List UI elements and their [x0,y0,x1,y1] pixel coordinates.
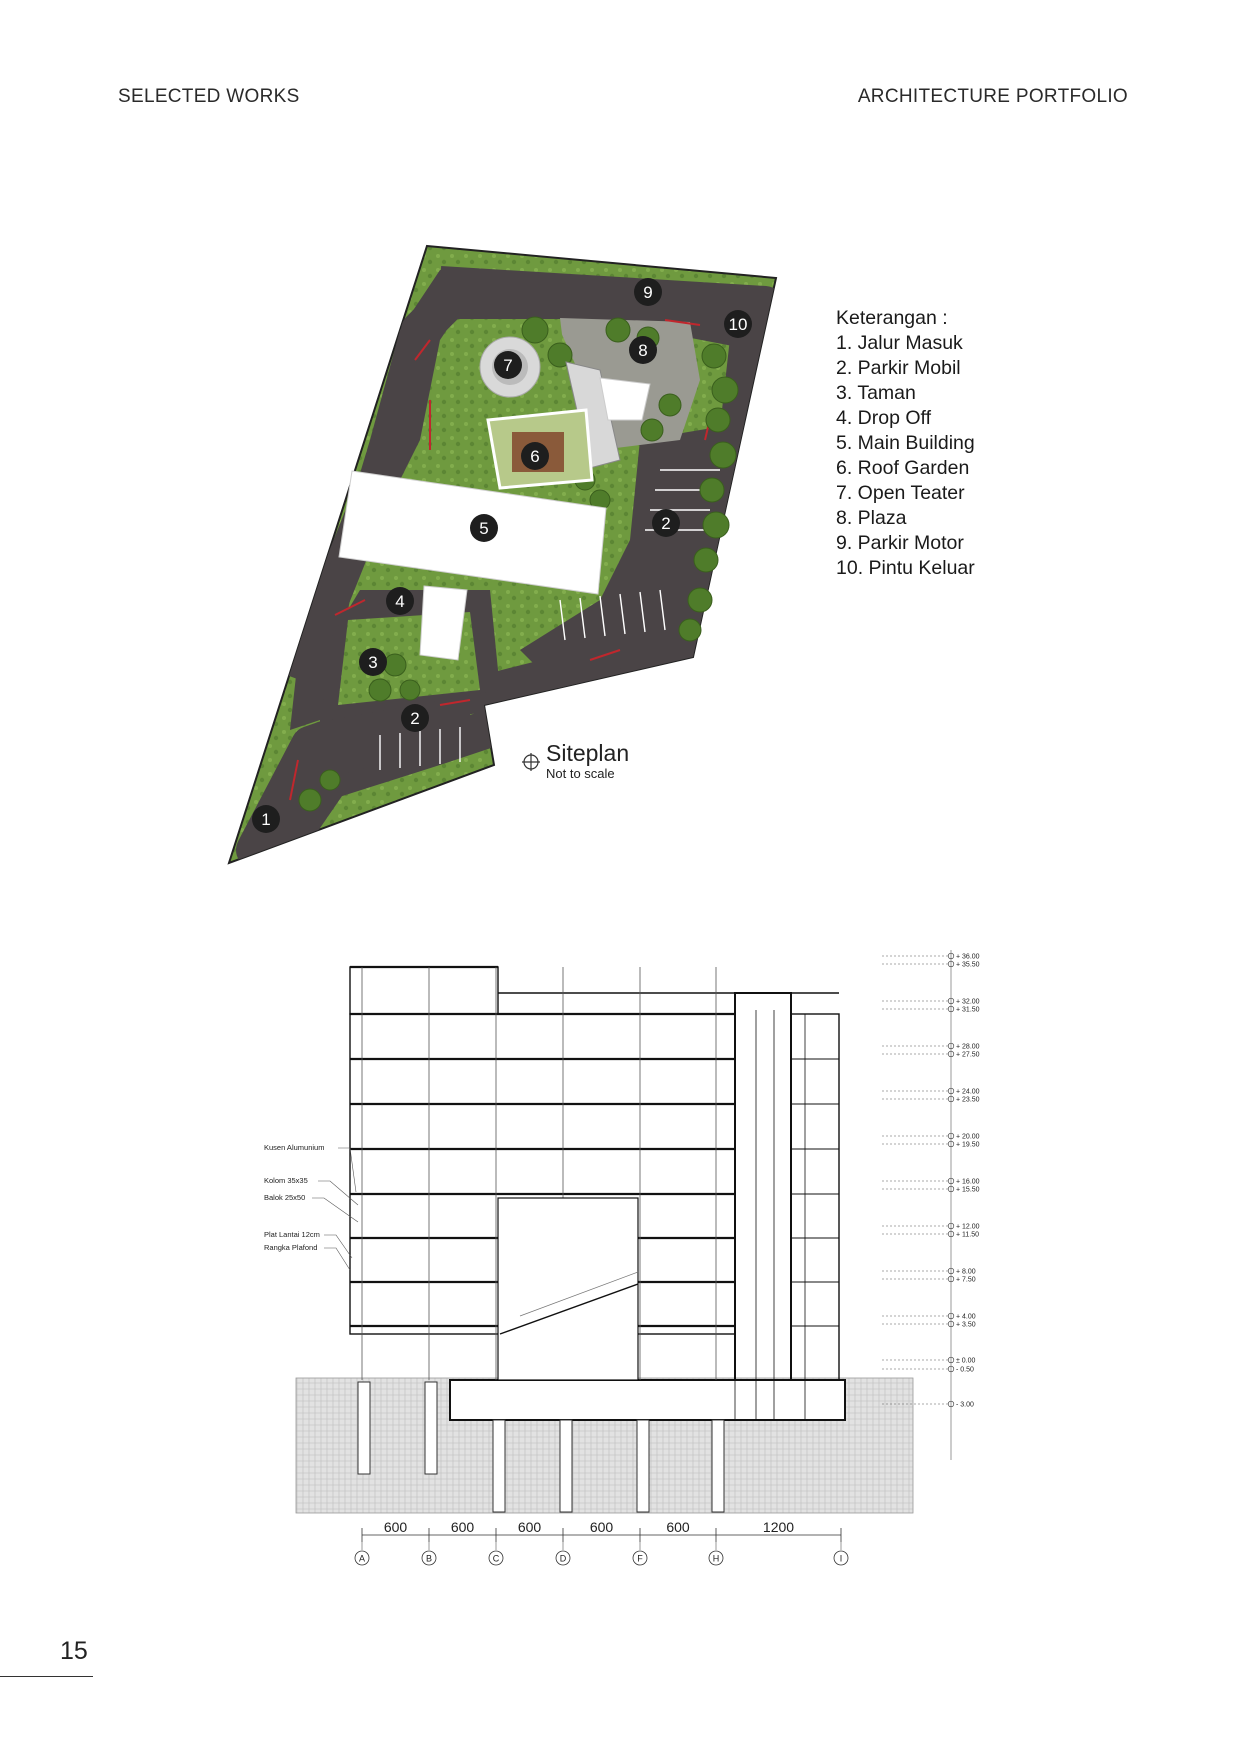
level-mark: + 16.00 [956,1178,980,1186]
svg-text:10: 10 [728,315,748,334]
dimension-label: 1200 [762,1519,795,1535]
grid-axis-label: D [559,1553,567,1564]
grid-axis-label: C [492,1553,500,1564]
level-mark: + 7.50 [956,1276,976,1284]
level-mark: + 3.50 [956,1321,976,1329]
dimension-label: 600 [666,1519,690,1535]
header-right-label: ARCHITECTURE PORTFOLIO [857,86,1128,107]
level-mark: + 15.50 [956,1186,980,1194]
legend-item: 1. Jalur Masuk [836,332,963,354]
svg-text:3: 3 [368,653,378,672]
dimension-label: 600 [383,1519,408,1535]
level-mark: + 11.50 [956,1231,980,1239]
dimension-label: 600 [450,1519,475,1535]
svg-text:9: 9 [643,283,653,302]
level-mark: + 20.00 [956,1133,980,1141]
dimension-label: 600 [589,1519,614,1535]
level-mark: + 27.50 [956,1051,980,1059]
legend-item: 8. Plaza [836,507,907,529]
legend-item: 6. Roof Garden [836,457,970,479]
level-mark: + 28.00 [956,1043,980,1051]
section-annotation: Kolom 35x35 [264,1176,308,1185]
section-annotation: Balok 25x50 [264,1193,306,1202]
svg-text:5: 5 [479,519,489,538]
header-left-label: SELECTED WORKS [118,86,300,107]
svg-text:2: 2 [661,514,671,533]
svg-text:1: 1 [261,810,271,829]
svg-text:6: 6 [530,447,540,466]
level-mark: + 32.00 [956,998,980,1006]
level-mark: + 8.00 [956,1268,976,1276]
legend-item: 5. Main Building [836,432,975,454]
level-mark: + 31.50 [956,1006,980,1014]
svg-text:7: 7 [503,356,513,375]
legend-title: Keterangan : [836,307,948,329]
svg-text:2: 2 [410,709,420,728]
legend-item: 3. Taman [836,382,916,404]
grid-axis-label: A [358,1553,366,1564]
legend-item: 7. Open Teater [836,482,965,504]
level-mark: + 19.50 [956,1141,980,1149]
level-mark: + 24.00 [956,1088,980,1096]
level-mark: + 35.50 [956,961,980,969]
level-mark: ± 0.00 [956,1357,976,1365]
level-mark: + 4.00 [956,1313,976,1321]
level-mark: + 12.00 [956,1223,980,1231]
section-annotation: Plat Lantai 12cm [264,1230,320,1239]
legend-item: 9. Parkir Motor [836,532,964,554]
dimension-label: 600 [517,1519,542,1535]
svg-text:4: 4 [395,592,405,611]
siteplan-title: Siteplan [546,740,630,766]
grid-axis-label: H [712,1553,720,1564]
grid-axis-label: B [425,1553,433,1564]
legend-item: 10. Pintu Keluar [836,557,975,579]
level-mark: + 23.50 [956,1096,980,1104]
level-mark: - 0.50 [956,1366,974,1374]
legend-item: 2. Parkir Mobil [836,357,961,379]
page-number: 15 [60,1637,88,1665]
level-mark: - 3.00 [956,1401,974,1409]
level-mark: + 36.00 [956,953,980,961]
svg-text:8: 8 [638,341,648,360]
section-annotation: Kusen Alumunium [264,1143,325,1152]
section-annotation: Rangka Plafond [264,1243,318,1252]
grid-axis-label: F [637,1553,643,1564]
siteplan-subtitle: Not to scale [546,766,615,781]
grid-axis-label: I [839,1553,843,1564]
page-number-rule [0,1676,93,1677]
legend-item: 4. Drop Off [836,407,932,429]
